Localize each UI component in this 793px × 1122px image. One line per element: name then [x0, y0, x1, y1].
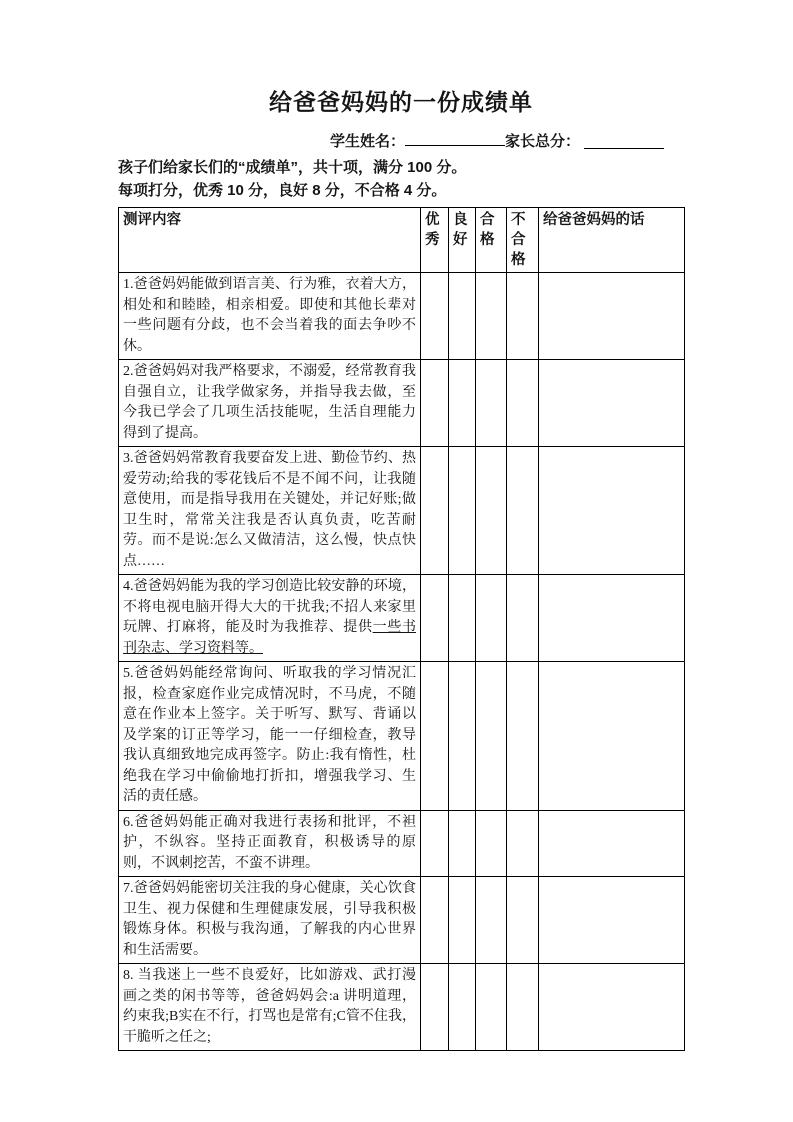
header-excellent: 优秀	[421, 208, 449, 273]
score-cell-good	[449, 360, 476, 447]
eval-row-5	[119, 662, 685, 811]
score-cell-pass	[476, 662, 507, 811]
eval-text: 5.爸爸妈妈能经常询问、听取我的学习情况汇报，检查家庭作业完成情况时，不马虎，不随意在作业本上签字。关于听写、默写、背诵以及学案的订正等学习，能一一仔细检查，教导我认真细致地完成再签字。防止:我有惰性，杜绝我在学习中偷偷地打折扣，增强我学习、生活的责任感。	[123, 666, 416, 804]
score-cell-good	[449, 964, 476, 1051]
eval-text: 3.爸爸妈妈常教育我要奋发上进、勤俭节约、热爱劳动;给我的零花钱后不是不闻不问，让我随意使用，而是指导我用在关键处，并记好账;做卫生时，常常关注我是否认真负责，吃苦耐劳。而不是说:怎么又做清洁，这么慢，快点快点……	[123, 451, 416, 569]
eval-text-underlined: 一些书刊杂志、学习资料等。	[123, 620, 417, 656]
eval-row-2	[119, 360, 685, 447]
parent-total-blank	[584, 134, 664, 149]
header-message: 给爸爸妈妈的话	[539, 208, 685, 273]
message-cell	[539, 662, 685, 811]
score-cell-good	[449, 273, 476, 360]
name-score-line	[330, 130, 793, 151]
score-cell-excellent	[421, 810, 449, 877]
score-cell-excellent	[421, 360, 449, 447]
score-cell-pass	[476, 964, 507, 1051]
eval-text: 6.爸爸妈妈能正确对我进行表扬和批评，不袒护，不纵容。坚持正面教育，积极诱导的原则，不讽刺挖苦，不蛮不讲理。	[123, 814, 416, 871]
eval-text: 4.爸爸妈妈能为我的学习创造比较安静的环境，不将电视电脑开得大大的干扰我;不招人来家里玩牌、打麻将，能及时为我推荐、提供	[123, 579, 416, 635]
score-cell-pass	[476, 360, 507, 447]
score-cell-excellent	[421, 662, 449, 811]
score-cell-fail	[507, 662, 539, 811]
score-cell-excellent	[421, 447, 449, 575]
eval-text: 8. 当我迷上一些不良爱好，比如游戏、武打漫画之类的闲书等等，爸爸妈妈会:a 讲明道理，约束我;B实在不行，打骂也是常有;C管不住我，干脆听之任之;	[123, 968, 416, 1045]
header-fail: 不合格	[507, 208, 539, 273]
eval-row-6	[119, 810, 685, 877]
score-cell-excellent	[421, 964, 449, 1051]
eval-row-1	[119, 273, 685, 360]
intro-line-2: 每项打分，优秀 10 分，良好 8 分，不合格 4 分。	[118, 182, 447, 199]
eval-content-cell	[119, 877, 421, 964]
eval-text: 7.爸爸妈妈能密切关注我的身心健康，关心饮食卫生、视力保健和生理健康发展，引导我积极锻炼身体。积极与我沟通，了解我的内心世界和生活需要。	[123, 881, 416, 958]
message-cell	[539, 964, 685, 1051]
score-cell-pass	[476, 810, 507, 877]
eval-text: 2.爸爸妈妈对我严格要求，不溺爱，经常教育我自强自立，让我学做家务，并指导我去做，至今我已学会了几项生活技能呢，生活自理能力得到了提高。	[123, 364, 416, 441]
score-cell-excellent	[421, 575, 449, 662]
message-cell	[539, 575, 685, 662]
student-name-label: 学生姓名：	[330, 133, 406, 150]
header-pass: 合格	[476, 208, 507, 273]
table-header-row	[119, 208, 685, 273]
score-cell-pass	[476, 575, 507, 662]
intro-line-1: 孩子们给家长们的“成绩单”，共十项，满分 100 分。	[118, 159, 467, 176]
score-cell-good	[449, 575, 476, 662]
score-cell-good	[449, 447, 476, 575]
eval-content-cell	[119, 964, 421, 1051]
student-name-blank	[405, 131, 505, 146]
score-cell-good	[449, 810, 476, 877]
score-cell-fail	[507, 575, 539, 662]
score-cell-pass	[476, 447, 507, 575]
score-cell-fail	[507, 447, 539, 575]
eval-row-3	[119, 447, 685, 575]
score-cell-fail	[507, 877, 539, 964]
header-eval-content: 测评内容	[119, 208, 421, 273]
score-cell-excellent	[421, 877, 449, 964]
score-cell-fail	[507, 810, 539, 877]
eval-content-cell	[119, 360, 421, 447]
eval-content-cell	[119, 273, 421, 360]
eval-row-8	[119, 964, 685, 1051]
score-cell-pass	[476, 273, 507, 360]
score-cell-good	[449, 662, 476, 811]
message-cell	[539, 877, 685, 964]
eval-row-7	[119, 877, 685, 964]
eval-content-cell	[119, 447, 421, 575]
message-cell	[539, 810, 685, 877]
score-cell-good	[449, 877, 476, 964]
score-cell-pass	[476, 877, 507, 964]
message-cell	[539, 273, 685, 360]
score-cell-excellent	[421, 273, 449, 360]
score-cell-fail	[507, 273, 539, 360]
page-title: 给爸爸妈妈的一份成绩单	[269, 89, 533, 115]
score-cell-fail	[507, 360, 539, 447]
eval-content-cell	[119, 575, 421, 662]
message-cell	[539, 360, 685, 447]
header-good: 良好	[449, 208, 476, 273]
eval-row-4	[119, 575, 685, 662]
eval-content-cell	[119, 810, 421, 877]
message-cell	[539, 447, 685, 575]
score-cell-fail	[507, 964, 539, 1051]
eval-content-cell	[119, 662, 421, 811]
evaluation-table	[118, 207, 685, 1051]
parent-total-label: 家长总分：	[505, 133, 581, 150]
eval-text: 1.爸爸妈妈能做到语言美、行为雅，衣着大方，相处和和睦睦，相亲相爱。即使和其他长辈对一些问题有分歧，也不会当着我的面去争吵不休。	[123, 277, 416, 354]
